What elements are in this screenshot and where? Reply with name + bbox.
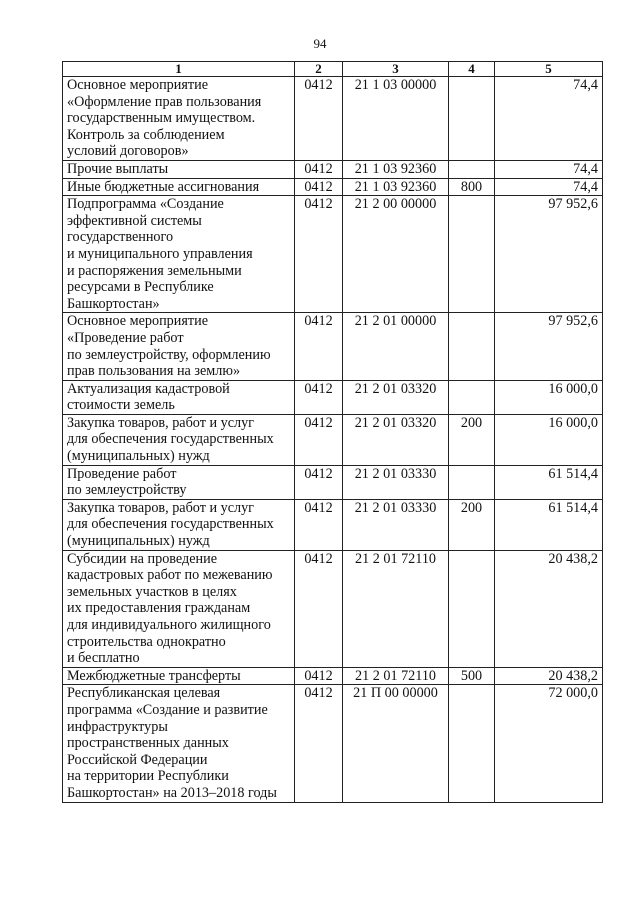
- table-row: [63, 414, 603, 465]
- row-name: Подпрограмма «Создание эффективной системы государственного и муниципального управления и распоряжения земельными ресурсами в Республике Башкортостан»: [63, 196, 295, 313]
- row-expense-type: [449, 160, 495, 178]
- row-section-code: 0412: [295, 550, 343, 667]
- row-target-code: 21 2 01 72110: [343, 667, 449, 685]
- row-section-code: 0412: [295, 77, 343, 161]
- row-name: Закупка товаров, работ и услуг для обеспечения государственных (муниципальных) нужд: [63, 414, 295, 465]
- row-name: Основное мероприятие «Проведение работ по землеустройству, оформлению прав пользования на землю»: [63, 313, 295, 380]
- row-amount: 61 514,4: [495, 465, 603, 499]
- row-expense-type: [449, 465, 495, 499]
- row-amount: 20 438,2: [495, 667, 603, 685]
- table-row: [63, 550, 603, 667]
- row-target-code: 21 2 01 72110: [343, 550, 449, 667]
- table-row: [63, 380, 603, 414]
- row-target-code: 21 2 01 03320: [343, 414, 449, 465]
- row-target-code: 21 2 01 00000: [343, 313, 449, 380]
- row-expense-type: [449, 550, 495, 667]
- row-expense-type: [449, 313, 495, 380]
- table-row: [63, 178, 603, 196]
- row-amount: 74,4: [495, 178, 603, 196]
- row-name: Прочие выплаты: [63, 160, 295, 178]
- header-cell-4: 4: [449, 62, 495, 77]
- row-amount: 97 952,6: [495, 196, 603, 313]
- row-target-code: 21 П 00 00000: [343, 685, 449, 802]
- row-target-code: 21 1 03 92360: [343, 160, 449, 178]
- row-target-code: 21 1 03 92360: [343, 178, 449, 196]
- row-target-code: 21 2 01 03330: [343, 465, 449, 499]
- row-section-code: 0412: [295, 380, 343, 414]
- row-amount: 16 000,0: [495, 414, 603, 465]
- row-target-code: 21 2 01 03320: [343, 380, 449, 414]
- table-row: [63, 313, 603, 380]
- row-amount: 74,4: [495, 77, 603, 161]
- page-number: 94: [313, 36, 327, 51]
- row-amount: 72 000,0: [495, 685, 603, 802]
- header-cell-3: 3: [343, 62, 449, 77]
- row-section-code: 0412: [295, 414, 343, 465]
- row-expense-type: 200: [449, 499, 495, 550]
- row-amount: 20 438,2: [495, 550, 603, 667]
- row-expense-type: [449, 77, 495, 161]
- row-section-code: 0412: [295, 178, 343, 196]
- header-cell-5: 5: [495, 62, 603, 77]
- row-name: Актуализация кадастровой стоимости земель: [63, 380, 295, 414]
- row-amount: 74,4: [495, 160, 603, 178]
- row-section-code: 0412: [295, 465, 343, 499]
- row-section-code: 0412: [295, 499, 343, 550]
- table-row: [63, 77, 603, 161]
- row-name: Иные бюджетные ассигнования: [63, 178, 295, 196]
- row-expense-type: 200: [449, 414, 495, 465]
- row-expense-type: [449, 380, 495, 414]
- table-row: [63, 160, 603, 178]
- table-row: [63, 499, 603, 550]
- row-expense-type: 500: [449, 667, 495, 685]
- table-row: [63, 667, 603, 685]
- row-section-code: 0412: [295, 667, 343, 685]
- header-row: [63, 62, 603, 77]
- row-section-code: 0412: [295, 160, 343, 178]
- row-target-code: 21 1 03 00000: [343, 77, 449, 161]
- row-name: Основное мероприятие «Оформление прав пользования государственным имуществом. Контроль за соблюдением условий договоров»: [63, 77, 295, 161]
- row-section-code: 0412: [295, 685, 343, 802]
- row-name: Закупка товаров, работ и услуг для обеспечения государственных (муниципальных) нужд: [63, 499, 295, 550]
- row-expense-type: [449, 196, 495, 313]
- row-expense-type: 800: [449, 178, 495, 196]
- row-name: Республиканская целевая программа «Создание и развитие инфраструктуры пространственных данных Российской Федерации на территории Республики Башкортостан» на 2013–2018 годы: [63, 685, 295, 802]
- header-cell-1: 1: [63, 62, 295, 77]
- table-row: [63, 465, 603, 499]
- budget-table: [62, 61, 603, 803]
- header-cell-2: 2: [295, 62, 343, 77]
- row-expense-type: [449, 685, 495, 802]
- row-section-code: 0412: [295, 313, 343, 380]
- row-amount: 97 952,6: [495, 313, 603, 380]
- row-name: Проведение работ по землеустройству: [63, 465, 295, 499]
- row-name: Межбюджетные трансферты: [63, 667, 295, 685]
- row-section-code: 0412: [295, 196, 343, 313]
- row-target-code: 21 2 00 00000: [343, 196, 449, 313]
- table-row: [63, 685, 603, 802]
- row-amount: 16 000,0: [495, 380, 603, 414]
- table-row: [63, 196, 603, 313]
- row-name: Субсидии на проведение кадастровых работ по межеванию земельных участков в целях их предоставления гражданам для индивидуального жилищного строительства однократно и бесплатно: [63, 550, 295, 667]
- row-amount: 61 514,4: [495, 499, 603, 550]
- row-target-code: 21 2 01 03330: [343, 499, 449, 550]
